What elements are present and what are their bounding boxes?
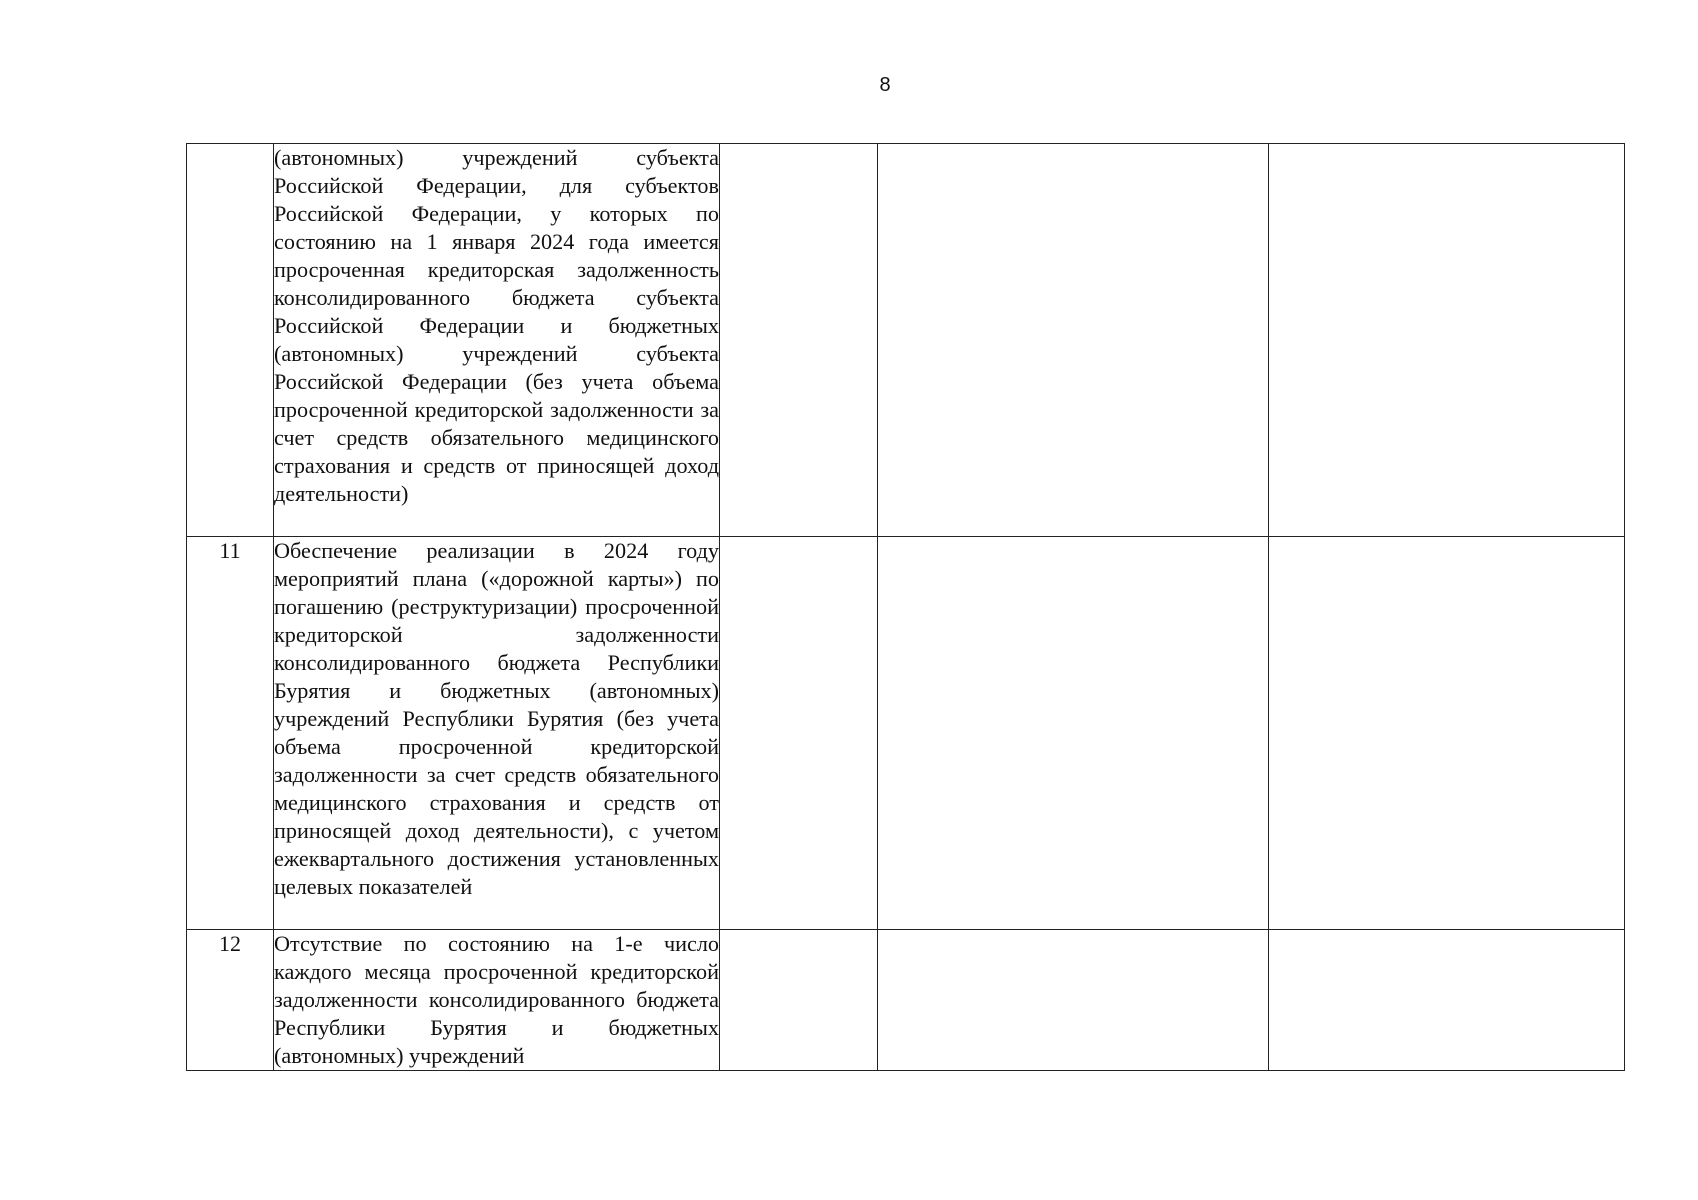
- row-number-cell: 12: [187, 930, 274, 1071]
- empty-cell-col4: [878, 930, 1269, 1071]
- measures-table: [186, 143, 1625, 1071]
- table-row: [187, 144, 1625, 537]
- row-description-text: Обеспечение реализации в 2024 году мероприятий плана («дорожной карты») по погашению (реструктуризации) просроченной кредиторской задолженности консолидированного бюджета Республики Бурятия и бюджетных (автономных) учреждений Республики Бурятия (без учета объема просроченной кредиторской задолженности за счет средств обязательного медицинского страхования и средств от приносящей доход деятельности), с учетом ежеквартального достижения установленных целевых показателей: [274, 538, 719, 899]
- empty-cell-col4: [878, 537, 1269, 930]
- row-description-cell: [274, 930, 720, 1071]
- page-number: 8: [879, 74, 891, 96]
- row-description-cell: [274, 144, 720, 537]
- empty-cell-col5: [1269, 144, 1625, 537]
- empty-cell-col3: [720, 144, 878, 537]
- row-number-cell: [187, 144, 274, 537]
- empty-cell-col3: [720, 930, 878, 1071]
- empty-cell-col3: [720, 537, 878, 930]
- empty-cell-col5: [1269, 537, 1625, 930]
- table-row: [187, 930, 1625, 1071]
- table-row: [187, 537, 1625, 930]
- row-description-text: Отсутствие по состоянию на 1-е число каждого месяца просроченной кредиторской задолженности консолидированного бюджета Республики Бурятия и бюджетных (автономных) учреждений: [274, 931, 719, 1068]
- row-description-text: (автономных) учреждений субъекта Российской Федерации, для субъектов Российской Федерации, у которых по состоянию на 1 января 2024 года имеется просроченная кредиторская задолженность консолидированного бюджета субъекта Российской Федерации и бюджетных (автономных) учреждений субъекта Российской Федерации (без учета объема просроченной кредиторской задолженности за счет средств обязательного медицинского страхования и средств от приносящей доход деятельности): [274, 145, 719, 506]
- row-number-cell: 11: [187, 537, 274, 930]
- empty-cell-col5: [1269, 930, 1625, 1071]
- empty-cell-col4: [878, 144, 1269, 537]
- row-description-cell: [274, 537, 720, 930]
